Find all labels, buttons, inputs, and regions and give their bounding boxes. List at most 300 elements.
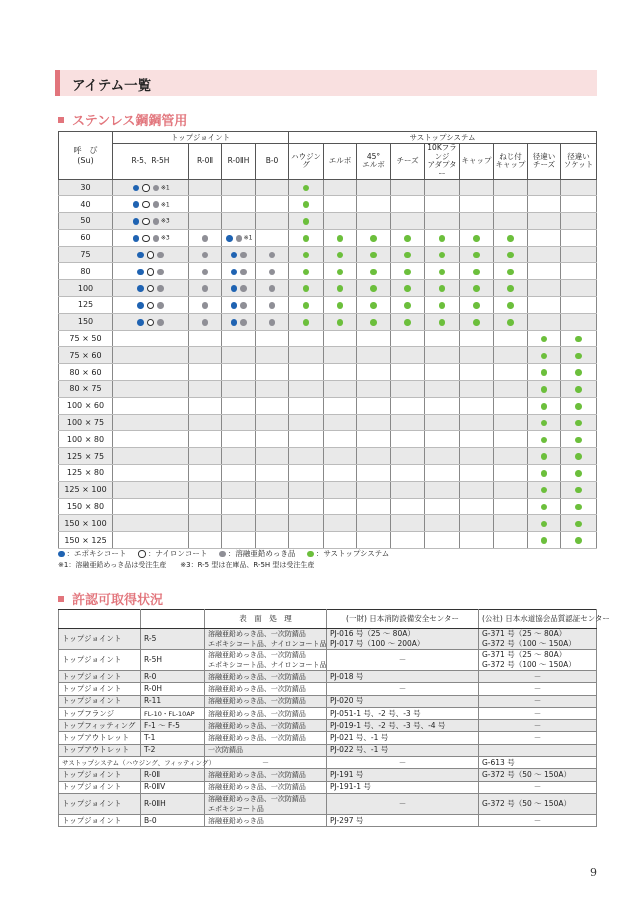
galvanized-dot bbox=[269, 269, 276, 276]
sus-stop-dot bbox=[370, 235, 377, 242]
legend-label: ：サストップシステム bbox=[315, 549, 390, 558]
size-cell: 125 × 75 bbox=[59, 448, 113, 465]
availability-cell bbox=[189, 297, 222, 314]
availability-cell bbox=[324, 347, 357, 364]
sus-stop-dot bbox=[507, 302, 514, 309]
footnote-ref: ※3 bbox=[160, 217, 170, 225]
sus-stop-dot bbox=[337, 252, 344, 259]
availability-cell bbox=[189, 532, 222, 549]
sus-stop-dot bbox=[370, 269, 377, 276]
availability-cell bbox=[460, 330, 494, 347]
sus-stop-dot bbox=[303, 201, 310, 208]
availability-cell bbox=[113, 381, 189, 398]
availability-cell bbox=[460, 397, 494, 414]
galvanized-dot bbox=[240, 252, 247, 259]
galvanized-dot bbox=[269, 302, 276, 309]
availability-cell bbox=[425, 213, 460, 230]
availability-cell bbox=[222, 481, 256, 498]
availability-cell bbox=[391, 179, 425, 196]
sus-stop-dot bbox=[541, 369, 548, 376]
footnote-ref: ※1 bbox=[243, 234, 253, 242]
model-cell: FL-10・FL-10AP bbox=[141, 707, 205, 719]
column-header: ハウジング bbox=[289, 144, 324, 180]
epoxy-coat-dot bbox=[231, 319, 238, 326]
availability-cell bbox=[528, 330, 561, 347]
availability-cell bbox=[528, 297, 561, 314]
availability-cell bbox=[113, 465, 189, 482]
availability-cell bbox=[494, 179, 528, 196]
availability-cell bbox=[222, 297, 256, 314]
model-cell: F-1 ～ F-5 bbox=[141, 720, 205, 732]
availability-cell bbox=[561, 498, 597, 515]
availability-cell bbox=[391, 330, 425, 347]
availability-cell bbox=[324, 498, 357, 515]
sus-stop-dot bbox=[337, 285, 344, 292]
fire-cell: PJ-020 号 bbox=[327, 695, 479, 707]
availability-cell bbox=[113, 213, 189, 230]
sus-stop-dot bbox=[337, 302, 344, 309]
availability-cell bbox=[561, 431, 597, 448]
model-cell: T-1 bbox=[141, 732, 205, 744]
table-row bbox=[59, 196, 597, 213]
column-header: 表 面 処 理 bbox=[205, 610, 327, 629]
availability-cell bbox=[425, 465, 460, 482]
table-row bbox=[59, 481, 597, 498]
availability-cell bbox=[357, 414, 391, 431]
table-row bbox=[59, 448, 597, 465]
sus-stop-dot bbox=[575, 403, 582, 410]
availability-cell bbox=[494, 280, 528, 297]
availability-cell bbox=[391, 347, 425, 364]
availability-cell bbox=[460, 347, 494, 364]
availability-cell bbox=[222, 515, 256, 532]
sus-stop-dot bbox=[575, 437, 582, 444]
availability-cell bbox=[289, 532, 324, 549]
availability-cell bbox=[113, 532, 189, 549]
availability-cell bbox=[561, 246, 597, 263]
galvanized-dot bbox=[202, 252, 209, 259]
product-cell: サストップシステム（ハウジング、フィッティング） bbox=[59, 757, 205, 769]
availability-cell bbox=[460, 313, 494, 330]
treatment-cell: 溶融亜鉛めっき品、一次防錆品 bbox=[205, 769, 327, 781]
product-cell: トップアウトレット bbox=[59, 732, 141, 744]
availability-cell bbox=[561, 515, 597, 532]
model-cell: T-2 bbox=[141, 744, 205, 756]
product-cell: トップフランジ bbox=[59, 707, 141, 719]
sus-stop-dot bbox=[404, 285, 411, 292]
availability-cell bbox=[460, 179, 494, 196]
galvanized-dot bbox=[202, 319, 209, 326]
epoxy-coat-dot bbox=[137, 285, 144, 292]
epoxy-coat-dot bbox=[133, 201, 140, 208]
sus-stop-dot bbox=[541, 487, 548, 494]
availability-cell bbox=[425, 347, 460, 364]
availability-cell bbox=[289, 431, 324, 448]
availability-cell bbox=[113, 414, 189, 431]
availability-cell bbox=[425, 498, 460, 515]
galvanized-dot bbox=[157, 319, 164, 326]
availability-cell bbox=[256, 532, 289, 549]
sus-stop-dot bbox=[303, 269, 310, 276]
treatment-cell: 溶融亜鉛めっき品、一次防錆品 bbox=[205, 671, 327, 683]
availability-cell bbox=[528, 313, 561, 330]
availability-cell bbox=[425, 397, 460, 414]
sus-stop-dot bbox=[541, 353, 548, 360]
availability-cell bbox=[189, 330, 222, 347]
product-cell: トップジョイント bbox=[59, 629, 141, 650]
table-row bbox=[59, 397, 597, 414]
sus-stop-dot bbox=[473, 252, 480, 259]
table-row bbox=[59, 347, 597, 364]
epoxy-coat-dot bbox=[231, 252, 238, 259]
availability-cell bbox=[357, 481, 391, 498]
availability-cell bbox=[460, 263, 494, 280]
water-cell: G-613 号 bbox=[479, 757, 597, 769]
availability-cell bbox=[528, 280, 561, 297]
availability-cell bbox=[222, 313, 256, 330]
availability-cell bbox=[528, 515, 561, 532]
size-cell: 150 × 125 bbox=[59, 532, 113, 549]
availability-cell bbox=[494, 213, 528, 230]
treatment-cell: 溶融亜鉛めっき品、一次防錆品 bbox=[205, 720, 327, 732]
availability-cell bbox=[425, 263, 460, 280]
section-square-icon bbox=[58, 117, 64, 123]
availability-cell bbox=[189, 246, 222, 263]
product-cell: トップジョイント bbox=[59, 793, 141, 814]
availability-cell bbox=[357, 347, 391, 364]
availability-cell bbox=[357, 213, 391, 230]
availability-cell bbox=[357, 330, 391, 347]
availability-cell bbox=[425, 280, 460, 297]
fire-cell: PJ-191 号 bbox=[327, 769, 479, 781]
availability-cell bbox=[222, 263, 256, 280]
availability-cell bbox=[391, 381, 425, 398]
model-cell: R-0ⅡH bbox=[141, 793, 205, 814]
availability-cell bbox=[391, 414, 425, 431]
availability-cell bbox=[357, 397, 391, 414]
sus-stop-dot bbox=[575, 521, 582, 528]
availability-cell bbox=[222, 414, 256, 431]
availability-cell bbox=[324, 431, 357, 448]
galvanized-dot bbox=[269, 319, 276, 326]
sus-stop-dot bbox=[439, 319, 446, 326]
availability-cell bbox=[494, 381, 528, 398]
availability-cell bbox=[113, 313, 189, 330]
availability-cell bbox=[113, 297, 189, 314]
sus-stop-dot bbox=[575, 504, 582, 511]
availability-cell bbox=[189, 481, 222, 498]
availability-cell bbox=[561, 481, 597, 498]
availability-cell bbox=[256, 397, 289, 414]
availability-cell bbox=[391, 213, 425, 230]
table-row bbox=[59, 629, 597, 650]
galvanized-dot bbox=[240, 302, 247, 309]
sus-stop-dot bbox=[575, 487, 582, 494]
galvanized-dot bbox=[269, 252, 276, 259]
availability-cell bbox=[289, 263, 324, 280]
availability-cell bbox=[460, 381, 494, 398]
product-cell: トップジョイント bbox=[59, 671, 141, 683]
availability-cell bbox=[528, 179, 561, 196]
availability-cell bbox=[357, 179, 391, 196]
table-row bbox=[59, 498, 597, 515]
availability-cell bbox=[324, 280, 357, 297]
sus-stop-dot bbox=[439, 302, 446, 309]
availability-cell bbox=[528, 414, 561, 431]
availability-cell bbox=[425, 229, 460, 246]
nylon-coat-dot bbox=[147, 251, 155, 259]
availability-cell bbox=[460, 515, 494, 532]
table-row bbox=[59, 381, 597, 398]
availability-cell bbox=[425, 297, 460, 314]
section-square-icon bbox=[58, 596, 64, 602]
galvanized-dot bbox=[153, 185, 160, 192]
water-cell: G-372 号（50 ～ 150A） bbox=[479, 793, 597, 814]
fire-cell: PJ-051-1 号、-2 号、-3 号 bbox=[327, 707, 479, 719]
product-cell: トップジョイント bbox=[59, 650, 141, 671]
galvanized-dot bbox=[153, 218, 160, 225]
table-row bbox=[59, 781, 597, 793]
sus-stop-dot bbox=[370, 252, 377, 259]
size-cell: 75 × 60 bbox=[59, 347, 113, 364]
availability-cell bbox=[324, 179, 357, 196]
column-header: 径違い チーズ bbox=[528, 144, 561, 180]
epoxy-coat-dot bbox=[137, 302, 144, 309]
legend-label: ：溶融亜鉛めっき品 bbox=[227, 549, 296, 558]
availability-cell bbox=[460, 280, 494, 297]
sus-stop-dot bbox=[541, 420, 548, 427]
model-cell: R-5H bbox=[141, 650, 205, 671]
column-header: エルボ bbox=[324, 144, 357, 180]
availability-cell bbox=[324, 414, 357, 431]
sus-stop-dot bbox=[507, 252, 514, 259]
treatment-cell: 一次防錆品 bbox=[205, 744, 327, 756]
availability-cell bbox=[113, 515, 189, 532]
availability-cell bbox=[324, 481, 357, 498]
size-cell: 30 bbox=[59, 179, 113, 196]
availability-cell bbox=[425, 364, 460, 381]
sus-stop-dot bbox=[439, 285, 446, 292]
availability-cell bbox=[561, 381, 597, 398]
availability-cell bbox=[357, 313, 391, 330]
availability-cell bbox=[494, 347, 528, 364]
model-cell: R-0 bbox=[141, 671, 205, 683]
nylon-coat-dot bbox=[138, 550, 146, 558]
water-cell: － bbox=[479, 671, 597, 683]
size-cell: 125 × 100 bbox=[59, 481, 113, 498]
availability-cell bbox=[189, 313, 222, 330]
model-cell: R-0H bbox=[141, 683, 205, 695]
sus-stop-dot bbox=[575, 537, 582, 544]
availability-cell bbox=[561, 297, 597, 314]
availability-cell bbox=[256, 263, 289, 280]
model-cell: R-5 bbox=[141, 629, 205, 650]
sus-stop-dot bbox=[303, 218, 310, 225]
availability-cell bbox=[256, 347, 289, 364]
availability-cell bbox=[391, 532, 425, 549]
treatment-cell: 溶融亜鉛めっき品、一次防錆品 エポキシコート品、ナイロンコート品 bbox=[205, 629, 327, 650]
availability-cell bbox=[189, 448, 222, 465]
galvanized-dot bbox=[202, 269, 209, 276]
availability-cell bbox=[391, 297, 425, 314]
nylon-coat-dot bbox=[147, 268, 155, 276]
availability-cell bbox=[222, 532, 256, 549]
treatment-cell: 溶融亜鉛めっき品、一次防錆品 エポキシコート品、ナイロンコート品 bbox=[205, 650, 327, 671]
availability-cell bbox=[189, 498, 222, 515]
availability-cell bbox=[528, 498, 561, 515]
water-cell: G-372 号（50 ～ 150A） bbox=[479, 769, 597, 781]
availability-cell bbox=[222, 246, 256, 263]
size-cell: 150 × 100 bbox=[59, 515, 113, 532]
legend bbox=[58, 548, 401, 559]
availability-cell bbox=[494, 246, 528, 263]
table-row bbox=[59, 757, 597, 769]
availability-cell bbox=[113, 280, 189, 297]
sus-stop-dot bbox=[404, 235, 411, 242]
model-cell: R-0Ⅱ bbox=[141, 769, 205, 781]
availability-cell bbox=[357, 498, 391, 515]
table-row bbox=[59, 671, 597, 683]
availability-cell bbox=[113, 431, 189, 448]
size-cell: 75 bbox=[59, 246, 113, 263]
table-row bbox=[59, 263, 597, 280]
size-cell: 80 bbox=[59, 263, 113, 280]
water-cell: － bbox=[479, 814, 597, 826]
availability-cell bbox=[256, 196, 289, 213]
availability-cell bbox=[289, 347, 324, 364]
availability-cell bbox=[561, 397, 597, 414]
section-title-text: ステンレス鋼鋼管用 bbox=[72, 114, 188, 129]
legend-item bbox=[219, 549, 295, 558]
table-row bbox=[59, 769, 597, 781]
availability-cell bbox=[460, 431, 494, 448]
availability-cell bbox=[324, 465, 357, 482]
sus-stop-dot bbox=[575, 470, 582, 477]
availability-cell bbox=[189, 196, 222, 213]
product-cell: トップジョイント bbox=[59, 814, 141, 826]
galvanized-dot bbox=[240, 285, 247, 292]
availability-cell bbox=[391, 465, 425, 482]
availability-cell bbox=[391, 515, 425, 532]
availability-cell bbox=[494, 297, 528, 314]
availability-cell bbox=[494, 414, 528, 431]
footnote-ref: ※3 bbox=[160, 234, 170, 242]
group-header-top-joint: トップジョイント bbox=[113, 132, 289, 144]
availability-cell bbox=[289, 448, 324, 465]
availability-cell bbox=[113, 196, 189, 213]
size-cell: 100 × 75 bbox=[59, 414, 113, 431]
availability-cell bbox=[391, 196, 425, 213]
availability-cell bbox=[324, 515, 357, 532]
galvanized-dot bbox=[153, 201, 160, 208]
sus-stop-dot bbox=[473, 235, 480, 242]
availability-cell bbox=[357, 532, 391, 549]
galvanized-dot bbox=[157, 302, 164, 309]
galvanized-dot bbox=[157, 285, 164, 292]
table-row bbox=[59, 720, 597, 732]
sus-stop-dot bbox=[303, 252, 310, 259]
availability-cell bbox=[357, 263, 391, 280]
availability-cell bbox=[357, 364, 391, 381]
water-cell: － bbox=[479, 683, 597, 695]
table-row bbox=[59, 330, 597, 347]
footnotes bbox=[58, 560, 328, 570]
availability-cell bbox=[222, 498, 256, 515]
sus-stop-dot bbox=[541, 537, 548, 544]
sus-stop-dot bbox=[370, 319, 377, 326]
galvanized-dot bbox=[157, 269, 164, 276]
treatment-cell: 溶融亜鉛めっき品、一次防錆品 エポキシコート品 bbox=[205, 793, 327, 814]
sus-stop-dot bbox=[507, 319, 514, 326]
availability-cell bbox=[256, 313, 289, 330]
availability-cell bbox=[561, 330, 597, 347]
availability-cell bbox=[324, 381, 357, 398]
product-cell: トップジョイント bbox=[59, 781, 141, 793]
availability-cell bbox=[494, 498, 528, 515]
sus-stop-dot bbox=[473, 269, 480, 276]
availability-cell bbox=[528, 196, 561, 213]
product-cell: トップジョイント bbox=[59, 695, 141, 707]
availability-cell bbox=[561, 532, 597, 549]
table-row bbox=[59, 465, 597, 482]
availability-cell bbox=[494, 397, 528, 414]
availability-cell bbox=[222, 397, 256, 414]
product-cell: トップジョイント bbox=[59, 769, 141, 781]
availability-cell bbox=[391, 229, 425, 246]
column-header: (一財) 日本消防設備安全センター bbox=[327, 610, 479, 629]
sus-stop-dot bbox=[303, 302, 310, 309]
availability-cell bbox=[113, 481, 189, 498]
page-number: 9 bbox=[590, 866, 597, 879]
column-header: R-0ⅡH bbox=[222, 144, 256, 180]
availability-cell bbox=[528, 246, 561, 263]
availability-cell bbox=[113, 498, 189, 515]
nylon-coat-dot bbox=[142, 184, 150, 192]
availability-cell bbox=[425, 431, 460, 448]
nylon-coat-dot bbox=[142, 235, 150, 243]
availability-cell bbox=[256, 179, 289, 196]
availability-cell bbox=[189, 213, 222, 230]
availability-cell bbox=[222, 347, 256, 364]
availability-cell bbox=[494, 448, 528, 465]
size-cell: 125 × 80 bbox=[59, 465, 113, 482]
availability-cell bbox=[289, 515, 324, 532]
size-cell: 125 bbox=[59, 297, 113, 314]
nylon-coat-dot bbox=[147, 302, 155, 310]
treatment-cell: 溶融亜鉛めっき品 bbox=[205, 814, 327, 826]
table-row bbox=[59, 683, 597, 695]
sus-stop-dot bbox=[507, 285, 514, 292]
availability-cell bbox=[561, 263, 597, 280]
galvanized-dot bbox=[202, 235, 209, 242]
availability-cell bbox=[528, 364, 561, 381]
availability-cell bbox=[357, 297, 391, 314]
availability-cell bbox=[256, 246, 289, 263]
availability-cell bbox=[324, 263, 357, 280]
footnote: ※3：R-5 型は在庫品、R-5H 型は受注生産 bbox=[180, 561, 315, 569]
epoxy-coat-dot bbox=[58, 551, 65, 558]
column-header: B-0 bbox=[256, 144, 289, 180]
availability-cell bbox=[391, 448, 425, 465]
fire-cell: PJ-191-1 号 bbox=[327, 781, 479, 793]
availability-cell bbox=[324, 313, 357, 330]
availability-cell bbox=[256, 330, 289, 347]
availability-cell bbox=[494, 481, 528, 498]
availability-cell bbox=[391, 364, 425, 381]
availability-cell bbox=[113, 229, 189, 246]
galvanized-dot bbox=[240, 269, 247, 276]
legend-item bbox=[138, 549, 207, 558]
